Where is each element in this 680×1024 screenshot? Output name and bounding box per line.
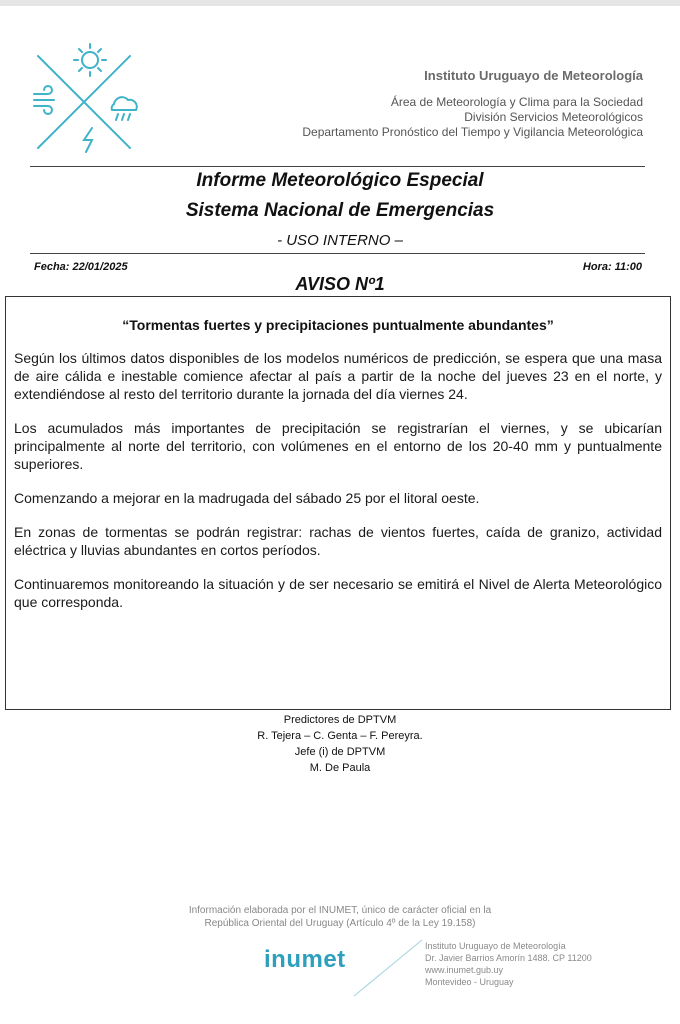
report-time: Hora: 11:00 <box>582 261 642 273</box>
department-line: Departamento Pronóstico del Tiempo y Vigilancia Meteorológica <box>302 125 643 139</box>
header-divider <box>30 166 645 167</box>
paragraph: En zonas de tormentas se podrán registrar: rachas de vientos fuertes, caída de granizo, actividad eléctrica y lluvias abundantes en cortos períodos. <box>14 524 662 558</box>
address-line: Instituto Uruguayo de Meteorología <box>425 941 566 951</box>
signature-line: R. Tejera – C. Genta – F. Pereyra. <box>257 730 423 742</box>
inumet-brand: inumet <box>264 946 346 973</box>
top-bar <box>0 0 680 6</box>
footer-note-line: Información elaborada por el INUMET, único de carácter oficial en la <box>188 905 492 916</box>
aviso-number: AVISO Nº1 <box>295 274 385 294</box>
signature-line: Predictores de DPTVM <box>283 714 397 726</box>
warning-box <box>5 296 671 710</box>
address-line: Dr. Javier Barrios Amorín 1488. CP 11200 <box>425 953 592 963</box>
paragraph: Comenzando a mejorar en la madrugada del sábado 25 por el litoral oeste. <box>14 490 480 506</box>
signature-block <box>0 712 680 776</box>
title-divider <box>30 253 645 254</box>
warning-headline: “Tormentas fuertes y precipitaciones puntualmente abundantes” <box>122 317 554 333</box>
paragraph: Los acumulados más importantes de precipitación se registrarían el viernes, y se ubicarían principalmente al norte del territorio, con volúmenes en el entorno de los 20-40 mm y puntualmente superiores. <box>14 420 662 472</box>
footer-note <box>0 904 680 930</box>
signature-line: M. De Paula <box>309 762 371 774</box>
report-date: Fecha: 22/01/2025 <box>34 261 128 273</box>
institute-header <box>302 68 643 140</box>
address-line: www.inumet.gub.uy <box>425 965 504 975</box>
report-subtitle: Sistema Nacional de Emergencias <box>185 200 495 221</box>
report-title: Informe Meteorológico Especial <box>196 170 484 191</box>
paragraph: Según los últimos datos disponibles de los modelos numéricos de predicción, se espera que una masa de aire cálida e inestable comience afectar al país a partir de la noche del jueves 23 en el norte, y extendiéndose al resto del territorio durante la jornada del día viernes 24. <box>14 350 662 402</box>
signature-line: Jefe (i) de DPTVM <box>294 746 386 758</box>
footer-note-line: República Oriental del Uruguay (Artículo 4º de la Ley 19.158) <box>204 918 476 929</box>
institute-name: Instituto Uruguayo de Meteorología <box>424 68 643 83</box>
address-line: Montevideo - Uruguay <box>425 977 514 987</box>
paragraph: Continuaremos monitoreando la situación y de ser necesario se emitirá el Nivel de Alerta Meteorológico que corresponda. <box>14 576 662 610</box>
footer-divider-icon <box>350 936 430 1000</box>
department-line: División Servicios Meteorológicos <box>464 110 643 124</box>
department-line: Área de Meteorología y Clima para la Sociedad <box>390 95 643 109</box>
internal-use-label: - USO INTERNO – <box>277 232 403 249</box>
footer-address <box>425 940 592 988</box>
inumet-logo-icon <box>30 38 148 156</box>
